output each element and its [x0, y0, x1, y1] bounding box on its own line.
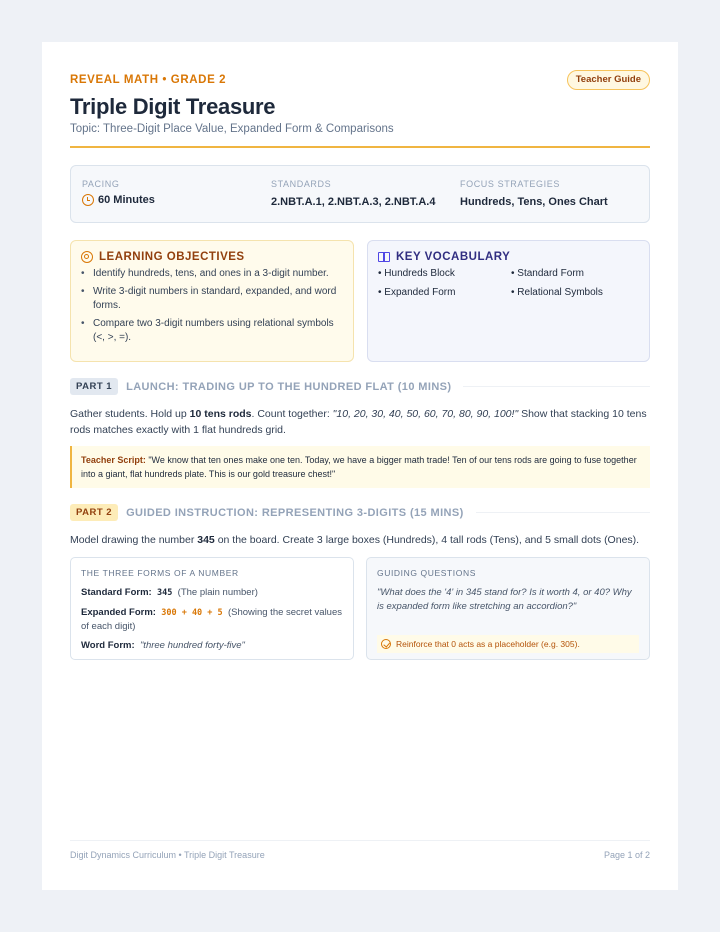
forms-title: THE THREE FORMS OF A NUMBER [81, 568, 239, 578]
expanded-form-note: (Showing the secret values of each digit) [81, 607, 342, 632]
part-1-text-e: Show that stacking 10 tens rods matches exactly with 1 flat hundreds grid. [70, 408, 647, 436]
page-footer [70, 840, 650, 860]
focus-value: Hundreds, Tens, Ones Chart [460, 196, 608, 208]
part-2-tag: PART 2 [70, 504, 118, 521]
part-1-divider [463, 386, 650, 387]
word-form-value: "three hundred forty-five" [139, 640, 245, 651]
standard-form-label: Standard Form: [81, 587, 152, 598]
standards-label: STANDARDS [271, 179, 332, 189]
guiding-title: GUIDING QUESTIONS [377, 568, 476, 578]
objectives-title: LEARNING OBJECTIVES [99, 251, 245, 263]
standards-block [271, 179, 435, 208]
three-forms-card [70, 557, 354, 660]
part-1-text-c: . Count together: [251, 408, 333, 420]
learning-objectives-box [70, 240, 354, 362]
objectives-heading [81, 251, 343, 263]
placeholder-tip [377, 635, 639, 653]
book-icon [378, 252, 390, 262]
expanded-form-value: 300 + 40 + 5 [161, 608, 223, 618]
focus-label: FOCUS STRATEGIES [460, 179, 560, 189]
page-title: Triple Digit Treasure [70, 94, 276, 119]
standards-value: 2.NBT.A.1, 2.NBT.A.3, 2.NBT.A.4 [271, 196, 436, 208]
teacher-script-callout [70, 446, 650, 488]
part-2-divider [476, 512, 650, 513]
clock-icon [82, 194, 94, 206]
part-2-text [70, 532, 650, 548]
expanded-form-label: Expanded Form: [81, 607, 156, 618]
part-1-count-quote: "10, 20, 30, 40, 50, 60, 70, 80, 90, 100!" [332, 408, 519, 420]
page-number: Page 1 of 2 [603, 850, 650, 860]
standard-form-row [81, 586, 343, 600]
part-2-title: GUIDED INSTRUCTION: REPRESENTING 3-DIGITS (15 MINS) [126, 506, 464, 519]
key-vocabulary-box [367, 240, 650, 362]
part-2-number: 345 [197, 534, 215, 546]
part-1-title: LAUNCH: TRADING UP TO THE HUNDRED FLAT (10 MINS) [126, 380, 452, 393]
vocabulary-item: • Relational Symbols [511, 287, 603, 298]
series-label: REVEAL MATH • GRADE 2 [70, 74, 227, 86]
header-divider [70, 146, 650, 148]
guiding-questions-card [366, 557, 650, 660]
part-2-heading [70, 504, 650, 521]
part-1-text-a: Gather students. Hold up [70, 408, 190, 420]
pacing-value: 60 Minutes [98, 194, 155, 206]
tip-text: Reinforce that 0 acts as a placeholder (e.g. 305). [396, 639, 580, 649]
standard-form-note: (The plain number) [177, 587, 258, 598]
word-form-row [81, 639, 343, 652]
vocabulary-title: KEY VOCABULARY [396, 251, 511, 263]
part-1-heading [70, 378, 650, 395]
vocabulary-heading [378, 251, 639, 263]
footer-left: Digit Dynamics Curriculum • Triple Digit Treasure [70, 850, 265, 860]
objective-item: • Compare two 3-digit numbers using relational symbols (<, >, =). [81, 317, 343, 345]
part-2-text-c: on the board. Create 3 large boxes (Hundreds), 4 tall rods (Tens), and 5 small dots (Ones). [214, 534, 640, 546]
lesson-page [42, 42, 678, 890]
focus-block [460, 179, 608, 208]
page-subtitle: Topic: Three-Digit Place Value, Expanded Form & Comparisons [70, 123, 394, 135]
teacher-script-text: "We know that ten ones make one ten. Today, we have a bigger math trade! Ten of our tens rods are going to fuse together into a giant, flat hundreds plate. This is our gold treasure chest!" [81, 455, 637, 479]
teacher-script-label: Teacher Script: [81, 455, 146, 465]
vocabulary-item: • Hundreds Block [378, 268, 455, 279]
objectives-list [81, 267, 343, 345]
pacing-value-row [82, 194, 155, 206]
vocabulary-item: • Standard Form [511, 268, 584, 279]
meta-panel [70, 165, 650, 223]
target-icon [81, 251, 93, 263]
pacing-block [82, 179, 155, 206]
expanded-form-row [81, 606, 343, 633]
standard-form-value: 345 [157, 588, 173, 598]
part-1-text [70, 406, 650, 438]
word-form-label: Word Form: [81, 640, 135, 651]
part-2-text-a: Model drawing the number [70, 534, 198, 546]
part-1-tag: PART 1 [70, 378, 118, 395]
objective-item: • Write 3-digit numbers in standard, expanded, and word forms. [81, 285, 343, 313]
vocabulary-list [378, 267, 639, 300]
guiding-question: "What does the '4' in 345 stand for? Is it worth 4, or 40? Why is expanded form like stretching an accordion?" [377, 587, 632, 612]
part-1-text-b: 10 tens rods [189, 408, 252, 420]
objective-item: • Identify hundreds, tens, and ones in a 3-digit number. [81, 267, 343, 281]
teacher-guide-badge: Teacher Guide [567, 70, 650, 90]
check-circle-icon [381, 639, 391, 649]
vocabulary-item: • Expanded Form [378, 287, 456, 298]
pacing-label: PACING [82, 179, 120, 189]
